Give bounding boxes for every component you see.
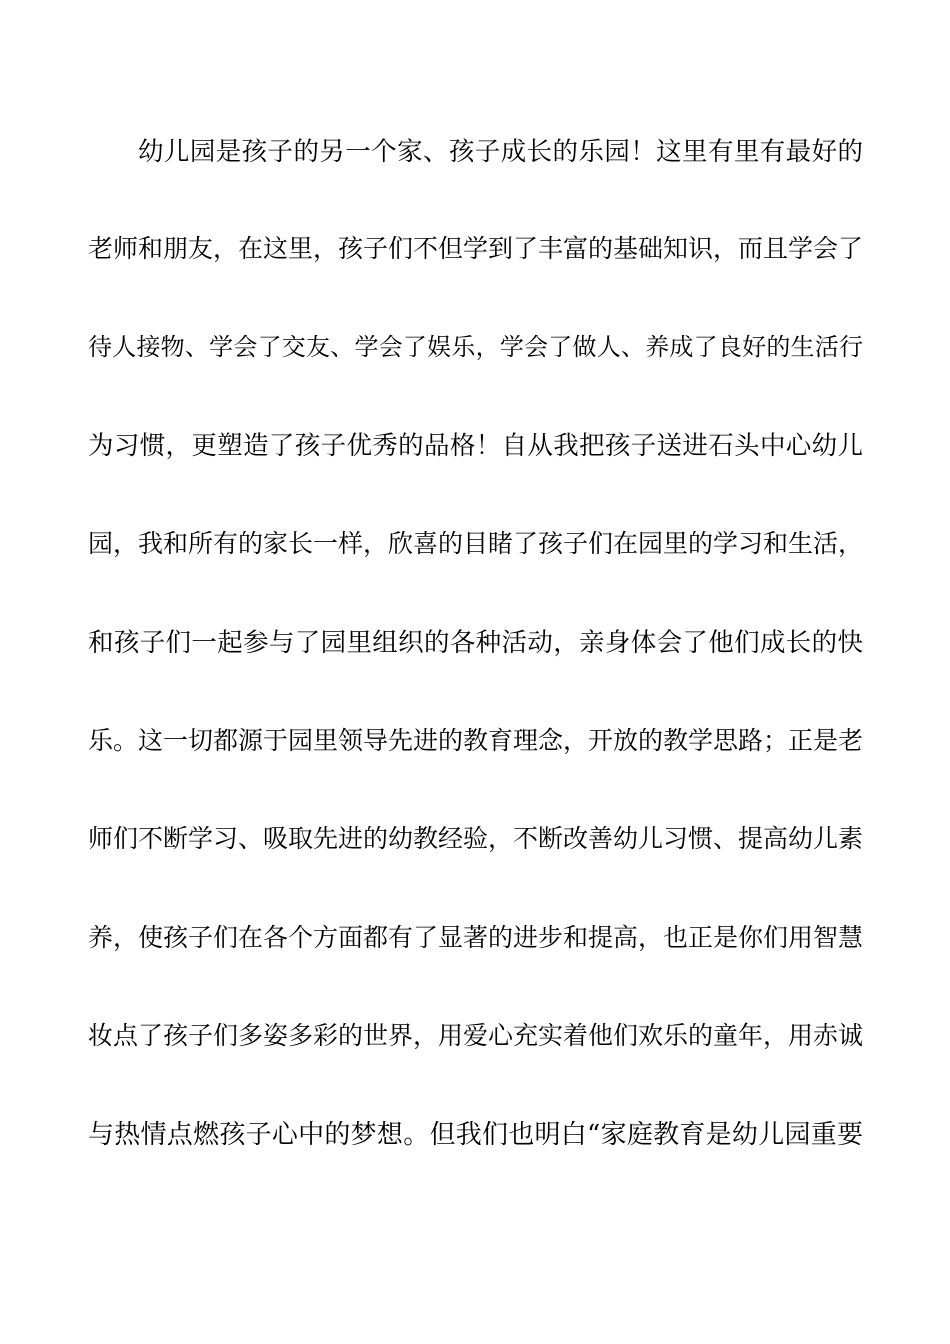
paragraph-line-3: 待人接物、学会了交友、学会了娱乐，学会了做人、养成了良好的生活行: [88, 333, 863, 361]
paragraph-line-2: 老师和朋友，在这里，孩子们不但学到了丰富的基础知识，而且学会了: [88, 234, 864, 263]
paragraph-line-10: 妆点了孩子们多姿多彩的世界，用爱心充实着他们欢乐的童年，用赤诚: [88, 1021, 864, 1050]
paragraph-line-9: 养，使孩子们在各个方面都有了显著的进步和提高，也正是你们用智慧: [88, 923, 864, 952]
paragraph-line-6: 和孩子们一起参与了园里组织的各种活动，亲身体会了他们成长的快: [88, 628, 863, 658]
paragraph-line-1: 幼儿园是孩子的另一个家、孩子成长的乐园！这里有里有最好的: [138, 137, 863, 167]
paragraph-line-8: 师们不断学习、吸取先进的幼教经验，不断改善幼儿习惯、提高幼儿素: [88, 824, 864, 853]
paragraph-line-7: 乐。这一切都源于园里领导先进的教育理念，开放的教学思路；正是老: [88, 726, 864, 755]
paragraph-line-5: 园，我和所有的家长一样，欣喜的目睹了孩子们在园里的学习和生活，: [88, 529, 864, 558]
paragraph-line-4: 为习惯，更塑造了孩子优秀的品格！自从我把孩子送进石头中心幼儿: [88, 431, 863, 461]
paragraph-line-11: 与热情点燃孩子心中的梦想。但我们也明白“家庭教育是幼儿园重要: [88, 1120, 863, 1150]
